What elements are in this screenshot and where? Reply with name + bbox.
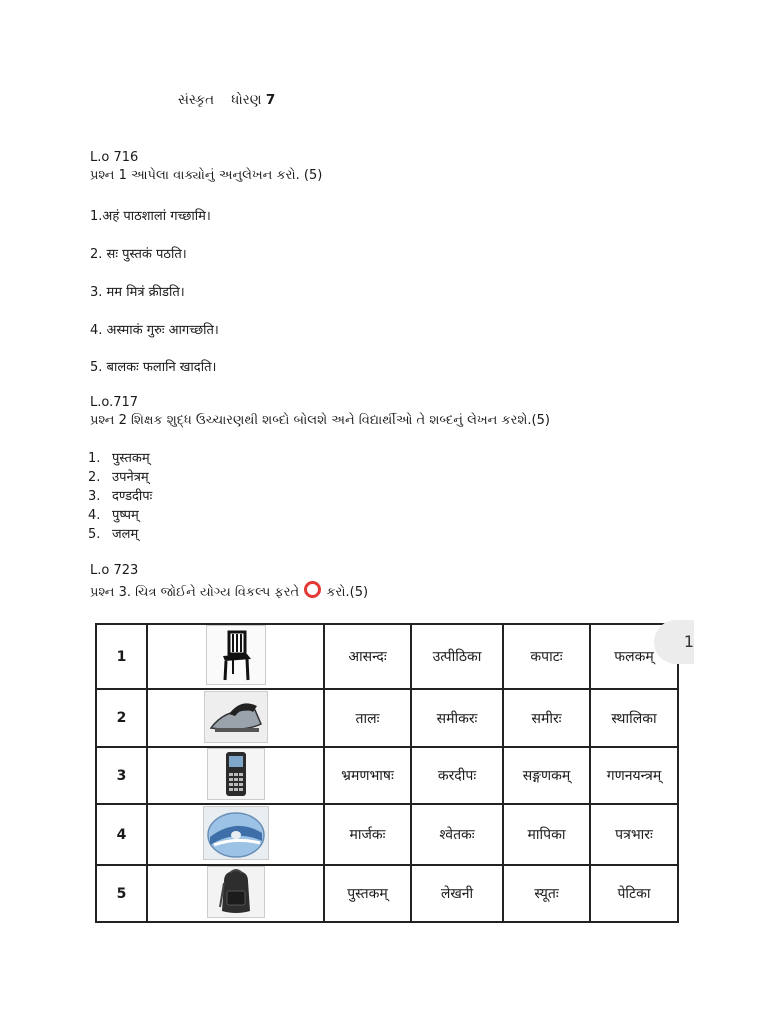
- option-cell[interactable]: उत्पीठिका: [411, 624, 503, 689]
- row-number: 4: [96, 804, 147, 865]
- dictation-word: पुस्तकम्: [112, 451, 150, 466]
- option-cell[interactable]: करदीपः: [411, 747, 503, 804]
- iron-icon: [204, 691, 268, 743]
- q2-word-list: [88, 449, 152, 544]
- q2-question: પ્રશ્ન 2 શિક્ષક શુદ્ધ ઉચ્ચારણથી શબ્દો બોલશે અને વિદ્યાર્થીઓ તે શબ્દનું લેખન કરશે.(5): [90, 413, 550, 428]
- list-item: [88, 449, 152, 468]
- list-number: 5.: [88, 527, 101, 542]
- worksheet-title: [178, 92, 275, 108]
- table-row: [96, 865, 678, 922]
- row-number: 3: [96, 747, 147, 804]
- option-cell[interactable]: आसन्दः: [324, 624, 411, 689]
- picture-cell: [147, 804, 324, 865]
- option-cell[interactable]: मापिका: [503, 804, 590, 865]
- option-cell[interactable]: सङ्गणकम्: [503, 747, 590, 804]
- q1-sentence: 4. अस्माकं गुरुः आगच्छति।: [90, 323, 219, 338]
- table-row: [96, 624, 678, 689]
- list-item: [88, 506, 152, 525]
- page-number-badge: 1: [654, 620, 694, 664]
- q3-learning-outcome: L.o 723: [90, 563, 139, 578]
- option-cell[interactable]: फलकम्: [590, 624, 678, 689]
- list-item: [88, 525, 152, 544]
- dictation-word: उपनेत्रम्: [112, 470, 149, 485]
- table-row: [96, 747, 678, 804]
- option-cell[interactable]: स्थालिका: [590, 689, 678, 747]
- subject-label: સંસ્કૃત: [178, 92, 215, 108]
- list-number: 2.: [88, 470, 101, 485]
- list-number: 1.: [88, 451, 101, 466]
- q1-sentence: 2. सः पुस्तकं पठति।: [90, 247, 187, 262]
- row-number: 2: [96, 689, 147, 747]
- q2-learning-outcome: L.o.717: [90, 395, 139, 410]
- picture-cell: [147, 865, 324, 922]
- q1-sentence: 3. मम मित्रं क्रीडति।: [90, 285, 185, 300]
- q1-learning-outcome: L.o 716: [90, 150, 139, 165]
- option-cell[interactable]: स्यूतः: [503, 865, 590, 922]
- option-cell[interactable]: समीरः: [503, 689, 590, 747]
- option-cell[interactable]: मार्जकः: [324, 804, 411, 865]
- option-cell[interactable]: तालः: [324, 689, 411, 747]
- row-number: 5: [96, 865, 147, 922]
- q1-question: પ્રશ્ન 1 આપેલા વાક્યોનું અનુલેખન કરો. (5): [90, 168, 323, 183]
- q1-sentence: 5. बालकः फलानि खादति।: [90, 360, 217, 375]
- mobile-phone-icon: [207, 748, 265, 800]
- chair-icon: [206, 625, 266, 685]
- option-cell[interactable]: पुस्तकम्: [324, 865, 411, 922]
- option-cell[interactable]: कपाटः: [503, 624, 590, 689]
- option-cell[interactable]: समीकरः: [411, 689, 503, 747]
- q1-sentence: 1.अहं पाठशालां गच्छामि।: [90, 209, 211, 224]
- dictation-word: दण्डदीपः: [112, 489, 153, 504]
- std-number: 7: [265, 92, 276, 108]
- dictation-word: पुष्पम्: [112, 508, 139, 523]
- picture-cell: [147, 747, 324, 804]
- disc-icon: [203, 806, 269, 860]
- dictation-word: जलम्: [112, 527, 139, 542]
- option-cell[interactable]: श्वेतकः: [411, 804, 503, 865]
- row-number: 1: [96, 624, 147, 689]
- option-cell[interactable]: पत्रभारः: [590, 804, 678, 865]
- q3-question-text-end: કરો.(5): [326, 585, 369, 600]
- option-cell[interactable]: भ्रमणभाषः: [324, 747, 411, 804]
- list-item: [88, 487, 153, 506]
- picture-cell: [147, 689, 324, 747]
- picture-cell: [147, 624, 324, 689]
- list-number: 4.: [88, 508, 101, 523]
- option-cell[interactable]: लेखनी: [411, 865, 503, 922]
- table-row: [96, 804, 678, 865]
- backpack-icon: [207, 866, 265, 918]
- option-cell[interactable]: पेटिका: [590, 865, 678, 922]
- q3-question: [90, 581, 368, 600]
- option-cell[interactable]: गणनयन्त्रम्: [590, 747, 678, 804]
- q3-question-text: પ્રશ્ન 3. ચિત્ર જોઈને યોગ્ય વિકલ્પ ફરતે: [90, 585, 300, 600]
- table-row: [96, 689, 678, 747]
- picture-quiz-table: [95, 623, 679, 923]
- std-label: ધોરણ: [231, 92, 262, 108]
- list-number: 3.: [88, 489, 101, 504]
- list-item: [88, 468, 152, 487]
- red-circle-icon: [304, 581, 321, 598]
